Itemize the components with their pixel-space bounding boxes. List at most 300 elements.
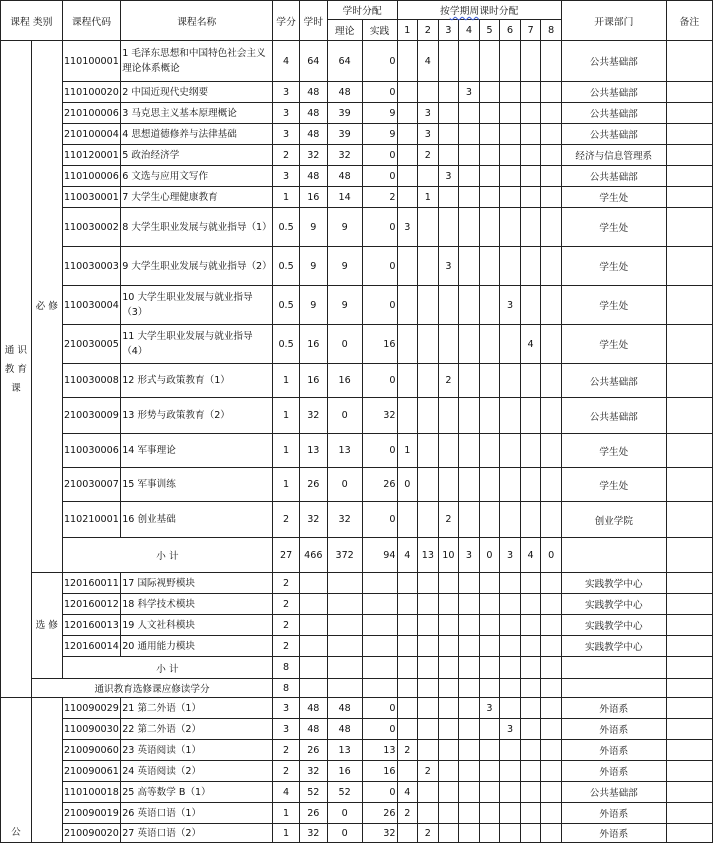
course-code: 120160013 [62,615,121,636]
course-sem-1: 0 [397,468,418,502]
course-practice-hours: 0 [362,719,397,740]
course-sem-6: 3 [500,719,521,740]
course-practice-hours: 9 [362,124,397,145]
course-sem-2 [418,573,439,594]
course-sem-7 [520,82,541,103]
course-dept: 公共基础部 [561,782,666,803]
course-code: 110030003 [62,247,121,286]
course-sem-4 [459,398,480,434]
course-name: 17 国际视野模块 [121,573,273,594]
course-sem-1 [397,82,418,103]
course-sem-1 [397,719,418,740]
course-credits: 2 [273,145,300,166]
course-name: 5 政治经济学 [121,145,273,166]
course-sem-4 [459,124,480,145]
course-sem-3 [438,615,459,636]
course-credits: 4 [273,41,300,82]
course-code: 110030001 [62,187,121,208]
course-hours [299,594,327,615]
course-sem-3 [438,782,459,803]
course-theory-hours: 48 [327,166,362,187]
course-sem-8 [541,761,562,782]
header-sem-4: 4 [459,20,480,41]
course-sem-3 [438,124,459,145]
course-practice-hours: 2 [362,187,397,208]
course-code: 120160011 [62,573,121,594]
course-code: 110030008 [62,364,121,398]
course-sem-2 [418,325,439,364]
table-row [1,124,713,145]
table-row [1,187,713,208]
course-code: 110100020 [62,82,121,103]
course-remark [666,286,712,325]
course-credits: 1 [273,803,300,824]
course-sem-2 [418,468,439,502]
course-sem-1 [397,247,418,286]
table-row [1,82,713,103]
course-credits: 2 [273,502,300,538]
course-sem-7 [520,364,541,398]
subtotal-theory [327,679,362,698]
course-practice-hours: 0 [362,82,397,103]
table-body [1,41,713,843]
header-category: 课程 类别 [1,1,63,41]
course-sem-4 [459,824,480,843]
course-hours: 48 [299,124,327,145]
subtotal-sem-8 [541,657,562,679]
course-theory-hours [327,615,362,636]
course-credits: 1 [273,364,300,398]
course-sem-3 [438,698,459,719]
course-credits: 0.5 [273,208,300,247]
course-sem-1 [397,594,418,615]
course-dept: 学生处 [561,208,666,247]
course-name: 21 第二外语（1） [121,698,273,719]
course-code: 210100006 [62,103,121,124]
table-row [1,364,713,398]
course-sem-2 [418,636,439,657]
course-sem-8 [541,286,562,325]
course-sem-8 [541,594,562,615]
course-sem-8 [541,740,562,761]
header-sem-2: 2 [418,20,439,41]
subtotal-remark [666,538,712,573]
table-row [1,740,713,761]
course-theory-hours: 13 [327,434,362,468]
course-sem-6 [500,636,521,657]
course-sem-6 [500,615,521,636]
course-dept: 外语系 [561,740,666,761]
subtotal-sem-4: 3 [459,538,480,573]
course-sem-7: 4 [520,325,541,364]
subtotal-practice: 94 [362,538,397,573]
course-sem-5 [479,364,500,398]
course-name: 18 科学技术模块 [121,594,273,615]
course-sem-8 [541,398,562,434]
course-hours: 32 [299,761,327,782]
course-sem-5 [479,803,500,824]
course-sem-2 [418,740,439,761]
course-sem-3: 3 [438,247,459,286]
course-sem-5 [479,719,500,740]
header-remarks: 备注 [666,1,712,41]
course-hours [299,573,327,594]
course-sem-7 [520,573,541,594]
course-sem-4 [459,247,480,286]
course-sem-4 [459,187,480,208]
course-name: 26 英语口语（1） [121,803,273,824]
course-name: 2 中国近现代史纲要 [121,82,273,103]
course-credits: 3 [273,103,300,124]
course-sem-6 [500,761,521,782]
course-sem-2 [418,594,439,615]
course-sem-2 [418,247,439,286]
course-sem-3: 2 [438,364,459,398]
course-sem-7 [520,594,541,615]
subtotal-credits: 8 [273,679,300,698]
course-name: 12 形式与政策教育（1） [121,364,273,398]
course-sem-3 [438,468,459,502]
course-sem-2 [418,82,439,103]
course-hours: 48 [299,166,327,187]
course-remark [666,636,712,657]
course-sem-2: 3 [418,124,439,145]
course-sem-6 [500,468,521,502]
course-code: 210090061 [62,761,121,782]
course-practice-hours: 0 [362,698,397,719]
course-hours: 26 [299,740,327,761]
course-sem-8 [541,41,562,82]
course-sem-1: 2 [397,803,418,824]
course-dept: 学生处 [561,286,666,325]
course-sem-5 [479,573,500,594]
course-name: 15 军事训练 [121,468,273,502]
course-credits: 1 [273,468,300,502]
table-row [1,615,713,636]
course-dept: 学生处 [561,434,666,468]
course-name: 3 马克思主义基本原理概论 [121,103,273,124]
course-sem-3 [438,103,459,124]
subtotal-sem-5: 0 [479,538,500,573]
course-code: 110100018 [62,782,121,803]
table-row [1,398,713,434]
course-name: 4 思想道德修养与法律基础 [121,124,273,145]
course-sem-7 [520,247,541,286]
course-sem-8 [541,502,562,538]
course-name: 23 英语阅读（1） [121,740,273,761]
course-theory-hours [327,594,362,615]
course-dept: 外语系 [561,719,666,740]
header-sem-5: 5 [479,20,500,41]
course-hours: 48 [299,103,327,124]
course-name: 25 高等数学 B（1） [121,782,273,803]
course-sem-6 [500,502,521,538]
subtotal-dept [561,679,666,698]
course-dept: 公共基础部 [561,166,666,187]
course-sem-8 [541,824,562,843]
course-sem-2: 2 [418,761,439,782]
course-sem-8 [541,187,562,208]
course-dept: 公共基础部 [561,398,666,434]
course-name: 9 大学生职业发展与就业指导（2） [121,247,273,286]
course-remark [666,187,712,208]
course-code: 210090060 [62,740,121,761]
course-sem-5 [479,41,500,82]
course-sem-6 [500,145,521,166]
subtotal-sem-1 [397,657,418,679]
course-sem-8 [541,573,562,594]
course-sem-3 [438,573,459,594]
course-practice-hours: 32 [362,398,397,434]
course-sem-1: 2 [397,740,418,761]
course-sem-3 [438,145,459,166]
course-sem-7 [520,187,541,208]
course-theory-hours: 39 [327,124,362,145]
course-credits: 0.5 [273,325,300,364]
course-sem-6 [500,187,521,208]
course-sem-1 [397,166,418,187]
course-credits: 0.5 [273,286,300,325]
subtotal-label: 通识教育选修课应修读学分 [31,679,272,698]
course-sem-8 [541,166,562,187]
course-remark [666,740,712,761]
course-sem-2 [418,803,439,824]
course-sem-4 [459,782,480,803]
course-sem-4 [459,41,480,82]
course-sem-8 [541,636,562,657]
course-hours: 16 [299,325,327,364]
course-credits: 2 [273,594,300,615]
course-sem-4 [459,145,480,166]
course-sem-4: 3 [459,82,480,103]
course-credits: 2 [273,761,300,782]
course-sem-3 [438,824,459,843]
course-remark [666,761,712,782]
course-theory-hours: 14 [327,187,362,208]
course-theory-hours: 9 [327,247,362,286]
table-row [1,208,713,247]
course-dept: 学生处 [561,247,666,286]
table-header [1,1,713,41]
course-name: 1 毛泽东思想和中国特色社会主义理论体系概论 [121,41,273,82]
course-dept: 学生处 [561,468,666,502]
course-remark [666,82,712,103]
course-practice-hours: 0 [362,364,397,398]
course-theory-hours: 13 [327,740,362,761]
course-hours: 26 [299,468,327,502]
course-sem-3 [438,636,459,657]
course-sem-1: 1 [397,434,418,468]
course-theory-hours: 16 [327,761,362,782]
course-sem-5 [479,166,500,187]
course-sem-4 [459,740,480,761]
course-hours: 48 [299,719,327,740]
course-sem-4 [459,615,480,636]
course-sem-5 [479,82,500,103]
table-row [1,468,713,502]
course-sem-1 [397,41,418,82]
header-semester-alloc-a: 按 [440,6,450,17]
course-practice-hours: 26 [362,803,397,824]
course-theory-hours: 16 [327,364,362,398]
course-sem-4 [459,103,480,124]
course-hours: 32 [299,398,327,434]
course-sem-1 [397,761,418,782]
course-sem-1 [397,502,418,538]
header-semester-alloc-c: 课时分配 [479,6,519,17]
course-sem-7 [520,761,541,782]
course-practice-hours: 0 [362,286,397,325]
course-code: 120160014 [62,636,121,657]
header-alloc: 学时分配 [327,1,397,20]
subtotal-sem-7 [520,657,541,679]
header-sem-3: 3 [438,20,459,41]
subtotal-sem-8 [541,679,562,698]
course-sem-7 [520,502,541,538]
course-dept: 实践教学中心 [561,636,666,657]
course-sem-4 [459,468,480,502]
course-practice-hours: 13 [362,740,397,761]
course-credits: 3 [273,166,300,187]
course-practice-hours: 0 [362,166,397,187]
course-theory-hours: 64 [327,41,362,82]
course-remark [666,103,712,124]
course-dept: 外语系 [561,803,666,824]
course-sem-8 [541,698,562,719]
course-practice-hours: 16 [362,761,397,782]
course-code: 110030004 [62,286,121,325]
course-practice-hours: 0 [362,41,397,82]
header-semester-alloc-b: 学期周 [449,6,480,17]
general-education-group-label: 通 识 教 育 课 [1,41,32,698]
course-sem-6 [500,740,521,761]
course-sem-7 [520,434,541,468]
course-theory-hours: 0 [327,398,362,434]
course-credits: 1 [273,434,300,468]
course-sem-7 [520,740,541,761]
course-code: 110120001 [62,145,121,166]
subtotal-sem-6 [500,679,521,698]
subtotal-sem-1: 4 [397,538,418,573]
course-name: 16 创业基础 [121,502,273,538]
course-sem-4 [459,636,480,657]
course-theory-hours: 48 [327,698,362,719]
course-code: 210090020 [62,824,121,843]
table-row [1,325,713,364]
course-practice-hours: 9 [362,103,397,124]
course-name: 11 大学生职业发展与就业指导（4） [121,325,273,364]
course-sem-7 [520,824,541,843]
course-practice-hours: 0 [362,502,397,538]
subtotal-hours [299,679,327,698]
course-credits: 3 [273,719,300,740]
course-remark [666,803,712,824]
course-credits: 2 [273,636,300,657]
course-dept: 外语系 [561,824,666,843]
header-semester-alloc [397,1,561,20]
course-sem-5 [479,740,500,761]
course-dept: 实践教学中心 [561,615,666,636]
course-sem-3 [438,594,459,615]
course-sem-7 [520,698,541,719]
course-theory-hours: 0 [327,325,362,364]
required-group-label: 必 修 [31,41,62,573]
subtotal-credits: 8 [273,657,300,679]
course-sem-3 [438,398,459,434]
subtotal-hours: 466 [299,538,327,573]
public-group-label: 公 [1,698,32,843]
course-hours: 9 [299,286,327,325]
subtotal-sem-3 [438,679,459,698]
course-remark [666,615,712,636]
course-sem-4 [459,698,480,719]
course-credits: 0.5 [273,247,300,286]
subtotal-sem-2 [418,657,439,679]
course-theory-hours: 9 [327,208,362,247]
course-sem-8 [541,247,562,286]
table-row [1,166,713,187]
subtotal-sem-3 [438,657,459,679]
course-sem-3: 2 [438,502,459,538]
course-sem-3 [438,208,459,247]
course-hours: 16 [299,187,327,208]
course-sem-7 [520,145,541,166]
course-sem-5 [479,286,500,325]
course-sem-1 [397,286,418,325]
course-sem-7 [520,124,541,145]
course-sem-5 [479,325,500,364]
course-sem-8 [541,145,562,166]
course-sem-4 [459,434,480,468]
course-theory-hours: 48 [327,82,362,103]
subtotal-sem-3: 10 [438,538,459,573]
table-row [1,247,713,286]
subtotal-sem-6: 3 [500,538,521,573]
subtotal-sem-6 [500,657,521,679]
subtotal-label: 小 计 [62,538,273,573]
course-remark [666,719,712,740]
subtotal-hours [299,657,327,679]
course-sem-2 [418,698,439,719]
header-dept: 开课部门 [561,1,666,41]
elective-group-label: 选 修 [31,573,62,679]
course-code: 110090029 [62,698,121,719]
course-code: 120160012 [62,594,121,615]
course-sem-3 [438,761,459,782]
course-sem-3 [438,325,459,364]
subtotal-sem-5 [479,679,500,698]
course-sem-5 [479,434,500,468]
course-remark [666,166,712,187]
course-sem-3 [438,82,459,103]
course-code: 110100001 [62,41,121,82]
table-row [1,698,713,719]
subtotal-sem-7 [520,679,541,698]
course-sem-6 [500,124,521,145]
course-remark [666,398,712,434]
course-hours: 13 [299,434,327,468]
course-practice-hours [362,615,397,636]
table-row [1,803,713,824]
course-sem-2 [418,434,439,468]
course-theory-hours: 39 [327,103,362,124]
course-code: 210090019 [62,803,121,824]
course-sem-3 [438,803,459,824]
course-name: 10 大学生职业发展与就业指导（3） [121,286,273,325]
course-sem-5 [479,615,500,636]
course-sem-8 [541,615,562,636]
course-name: 22 第二外语（2） [121,719,273,740]
